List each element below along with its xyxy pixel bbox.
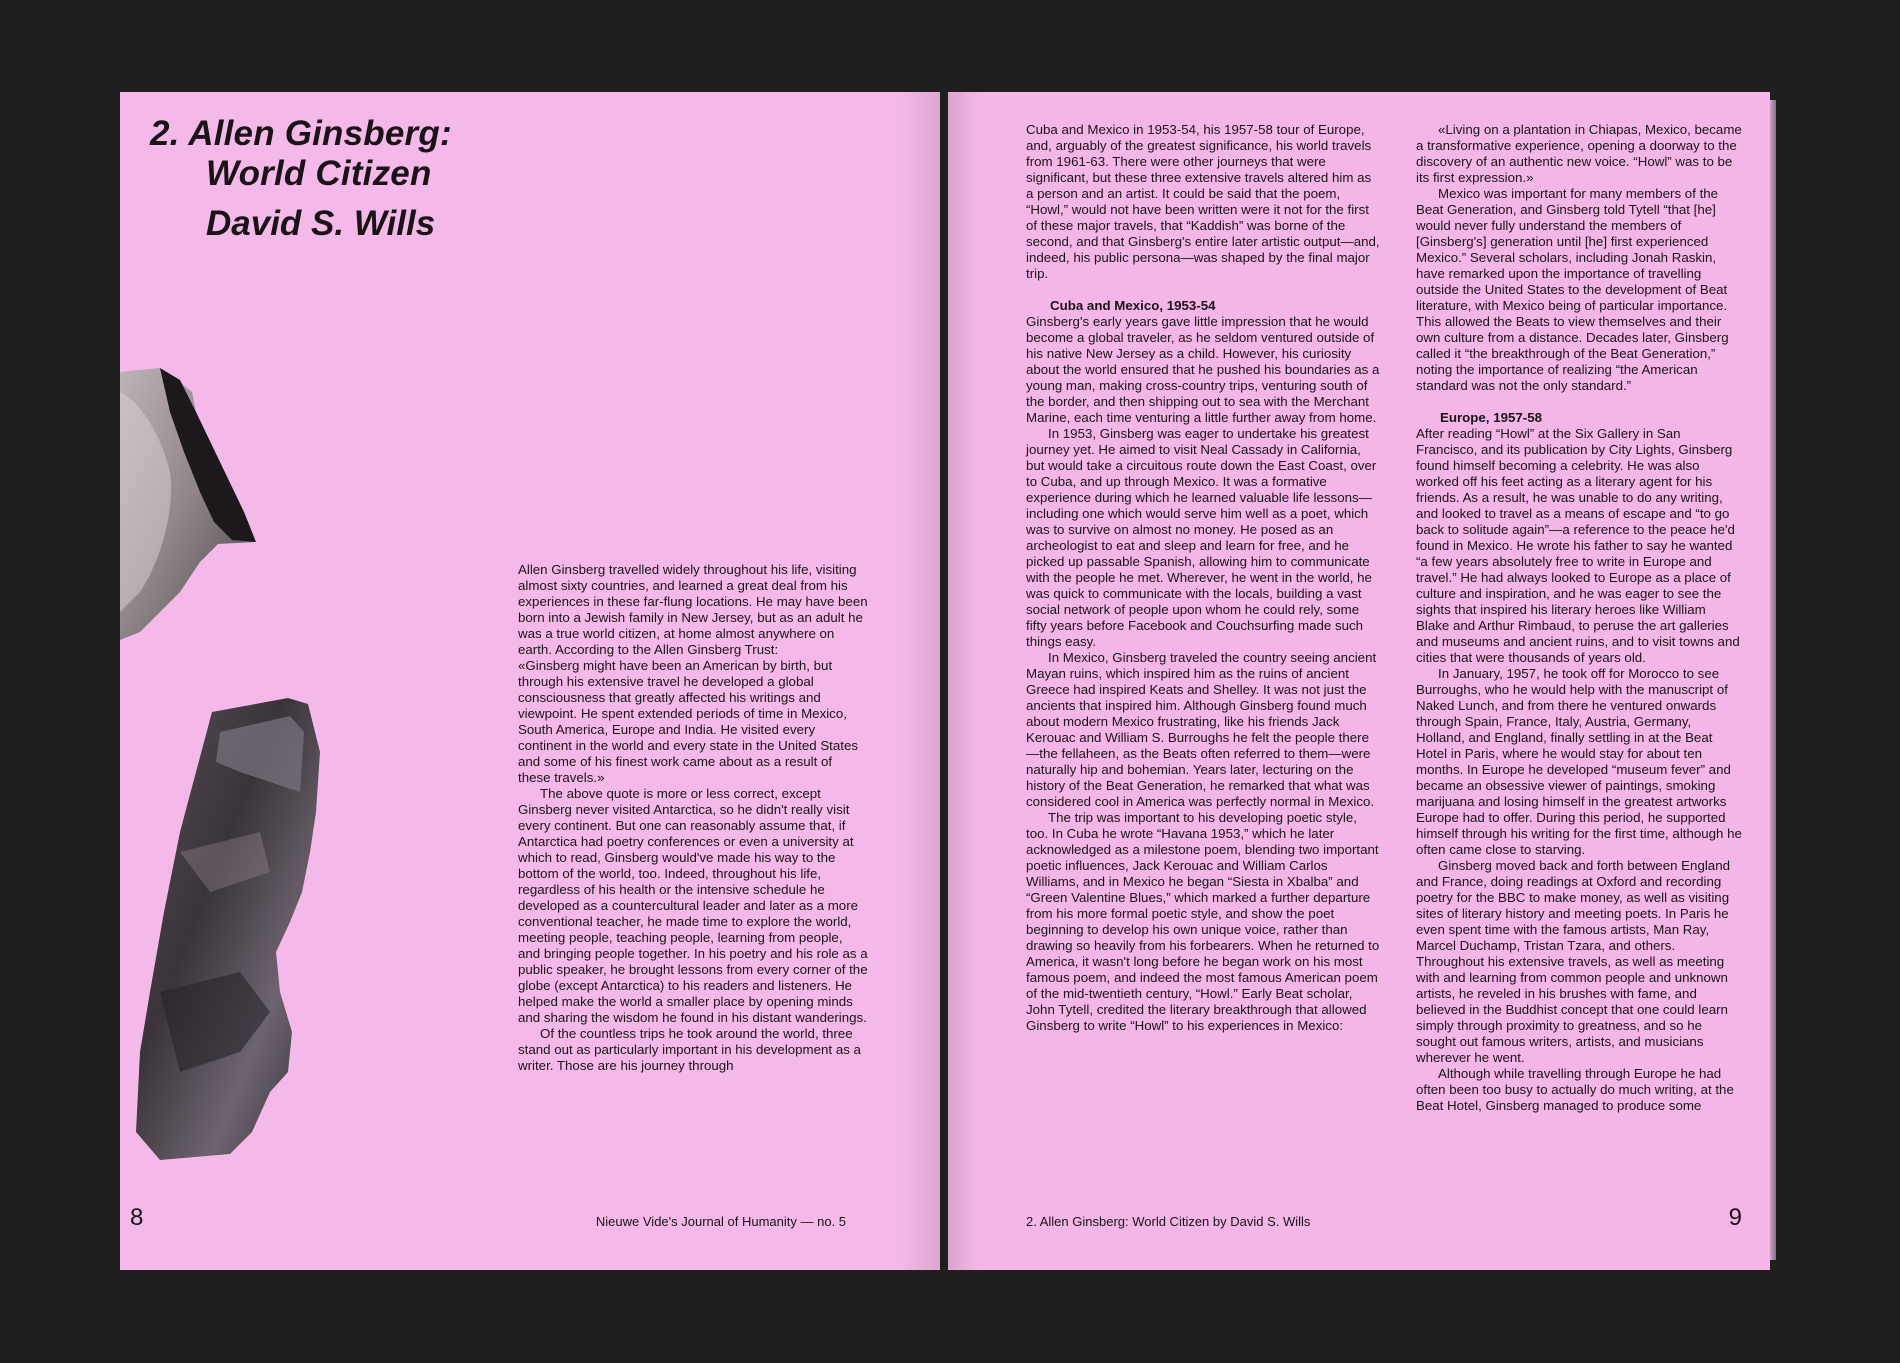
lower-photo-fragment <box>136 698 320 1160</box>
right-body-column-2 <box>1416 122 1742 1114</box>
article-title <box>150 114 452 194</box>
page-number-left: 8 <box>130 1204 144 1231</box>
footer-article-title: 2. Allen Ginsberg: World Citizen by David S. Wills <box>1026 1214 1311 1229</box>
section-heading: Europe, 1957-58 <box>1440 410 1542 425</box>
body-paragraph: Although while travelling through Europe he had often been too busy to actually do much writing, at the Beat Hotel, Ginsberg managed to produce some <box>1416 1066 1734 1113</box>
section-heading: Cuba and Mexico, 1953-54 <box>1050 298 1216 313</box>
body-paragraph: The trip was important to his developing poetic style, too. In Cuba he wrote “Havana 1953,” which he later acknowledged as a milestone poem, blending two important poetic influences, Jack Kerouac and William Carlos Williams, and in Mexico he began “Siesta in Xbalba” and “Green Valentine Blues,” which marked a further departure from his more formal poetic style, and show the poet beginning to develop his own unique voice, rather than drawing so heavily from his forbearers. When he returned to America, it wasn't long before he began work on his most famous poem, and indeed the most famous American poem of the mid-twentieth century, “Howl.” Early Beat scholar, John Tytell, credited the literary breakthrough that allowed Ginsberg to write “Howl” to his experiences in Mexico: <box>1026 810 1380 1033</box>
right-body-column-1 <box>1026 122 1382 1034</box>
body-paragraph: Ginsberg's early years gave little impression that he would become a global traveler, as he seldom ventured outside of his native New Jersey as a child. However, his curiosity about the world ensured that he pushed his boundaries as a young man, making cross-country trips, venturing south of the border, and then shipping out to sea with the Merchant Marine, each time venturing a little further away from home. <box>1026 314 1380 425</box>
footer-journal-title: Nieuwe Vide's Journal of Humanity — no. 5 <box>595 1214 846 1229</box>
body-paragraph: The above quote is more or less correct, except Ginsberg never visited Antarctica, so he didn't really visit every continent. But one can reasonably assume that, if Antarctica had poetry conferences or even a university at which to read, Ginsberg would've made his way to the bottom of the world, too. Indeed, throughout his life, regardless of his health or the intensive schedule he developed as a countercultural leader and later as a more conventional teacher, he made time to explore the world, meeting people, teaching people, learning from people, and bringing people together. In his poetry and his role as a public speaker, he brought lessons from every corner of the globe (except Antarctica) to his readers and listeners. He helped make the world a smaller place by opening minds and sharing the wisdom he found in his distant wanderings. <box>518 786 868 1025</box>
body-paragraph: Mexico was important for many members of the Beat Generation, and Ginsberg told Tytell “that [he] would never fully understand the members of [Ginsberg's] generation until [he] first experienced Mexico.” Several scholars, including Jonah Raskin, have remarked upon the importance of travelling outside the United States to the development of Beat literature, with Mexico being of particular importance. This allowed the Beats to view themselves and their own culture from a distance. Decades later, Ginsberg called it “the breakthrough of the Beat Generation,” noting the importance of realizing “the American standard was not the only standard.” <box>1416 186 1729 393</box>
body-paragraph: «Living on a plantation in Chiapas, Mexico, became a transformative experience, opening a doorway to the discovery of an authentic new voice. “Howl” was to be its first expression.» <box>1416 122 1742 185</box>
body-paragraph: After reading “Howl” at the Six Gallery in San Francisco, and its publication by City Lights, Ginsberg found himself becoming a celebrity. He was also worked off his feet acting as a literary agent for his friends. As a result, he was unable to do any writing, and looked to travel as a means of escape and “to go back to solitude again”—a reference to the peace he'd found in Mexico. He wrote his father to say he wanted “a few years absolutely free to write in Europe and travel.” He had always looked to Europe as a place of culture and inspiration, and he was eager to see the sights that inspired his literary heroes like William Blake and Arthur Rimbaud, to peruse the art galleries and museums and ancient ruins, and to visit towns and cities that were thousands of years old. <box>1416 426 1740 665</box>
author-name: David S. Wills <box>206 204 436 243</box>
page-edges <box>1770 100 1776 1260</box>
body-paragraph: Cuba and Mexico in 1953-54, his 1957-58 tour of Europe, and, arguably of the greatest significance, his world travels from 1961-63. There were other journeys that were significant, but these three extensive travels altered him as a person and an artist. It could be said that the poem, “Howl,” would not have been written were it not for the first of these major travels, that “Kaddish” was borne of the second, and that Ginsberg's entire later artistic output—and, indeed, his public persona—was shaped by the final major trip. <box>1026 122 1380 281</box>
block-quote: «Ginsberg might have been an American by birth, but through his extensive travel he developed a global consciousness that greatly affected his writings and viewpoint. He spent extended periods of time in Mexico, South America, Europe and India. He visited every continent in the world and every state in the United States and some of his finest work came about as a result of these travels.» <box>518 658 859 785</box>
body-paragraph: In 1953, Ginsberg was eager to undertake his greatest journey yet. He aimed to visit Neal Cassady in California, but would take a circuitous route down the East Coast, over to Cuba, and up through Mexico. It was a formative experience during which he learned valuable life lessons—including one which would serve him well as a poet, which was to survive on almost no money. He posed as an archeologist to eat and sleep and learn for free, and he picked up passable Spanish, allowing him to communicate with the people he met. Wherever, he went in the world, he was quick to communicate with the locals, building a vast social network of people upon whom he could rely, some fifty years before Facebook and Couchsurfing made such things easy. <box>1026 426 1377 649</box>
body-paragraph: Of the countless trips he took around the world, three stand out as particularly important in his development as a writer. Those are his journey through <box>518 1026 861 1073</box>
title-line-2: World Citizen <box>206 154 432 193</box>
title-line-1: 2. Allen Ginsberg: <box>150 114 452 153</box>
upper-photo-fragment <box>120 368 256 640</box>
body-paragraph: In Mexico, Ginsberg traveled the country seeing ancient Mayan ruins, which inspired him as the ruins of ancient Greece had inspired Keats and Shelley. It was not just the ancients that inspired him. Although Ginsberg found much about modern Mexico frustrating, like his friends Jack Kerouac and William S. Burroughs he felt the people there—the fellaheen, as the Beats often referred to them—were naturally hip and bohemian. Years later, lecturing on the history of the Beat Generation, he remarked that what was considered cool in America was perfectly normal in Mexico. <box>1026 650 1377 809</box>
gutter-shadow <box>900 92 940 1270</box>
body-paragraph: Ginsberg moved back and forth between England and France, doing readings at Oxford and recording poetry for the BBC to make money, as well as visiting sites of literary history and meeting poets. In Paris he even spent time with the famous artists, Man Ray, Marcel Duchamp, Tristan Tzara, and others. Throughout his extensive travels, as well as meeting with and learning from common people and unknown artists, he reveled in his brushes with fame, and believed in the Buddhist concept that one could learn simply through proximity to greatness, and so he sought out famous writers, artists, and musicians wherever he went. <box>1416 858 1730 1065</box>
left-body-column <box>518 562 868 1074</box>
body-paragraph: In January, 1957, he took off for Morocco to see Burroughs, who he would help with the manuscript of Naked Lunch, and from there he ventured onwards through Spain, France, Italy, Austria, Germany, Holland, and England, finally settling in at the Beat Hotel in Paris, where he would stay for about ten months. In Europe he developed “museum fever” and became an obsessive viewer of paintings, smoking marijuana and losing himself in the greatest artworks Europe had to offer. During this period, he supported himself through his writing for the first time, although he often came close to starving. <box>1416 666 1742 857</box>
left-page <box>120 92 940 1270</box>
gutter-shadow <box>948 92 978 1270</box>
body-paragraph: Allen Ginsberg travelled widely throughout his life, visiting almost sixty countries, and learned a great deal from his experiences in these far-flung locations. He may have been born into a Jewish family in New Jersey, but as an adult he was a true world citizen, at home almost anywhere on earth. According to the Allen Ginsberg Trust: <box>518 562 868 657</box>
page-number-right: 9 <box>1728 1204 1742 1231</box>
right-page <box>948 92 1770 1270</box>
